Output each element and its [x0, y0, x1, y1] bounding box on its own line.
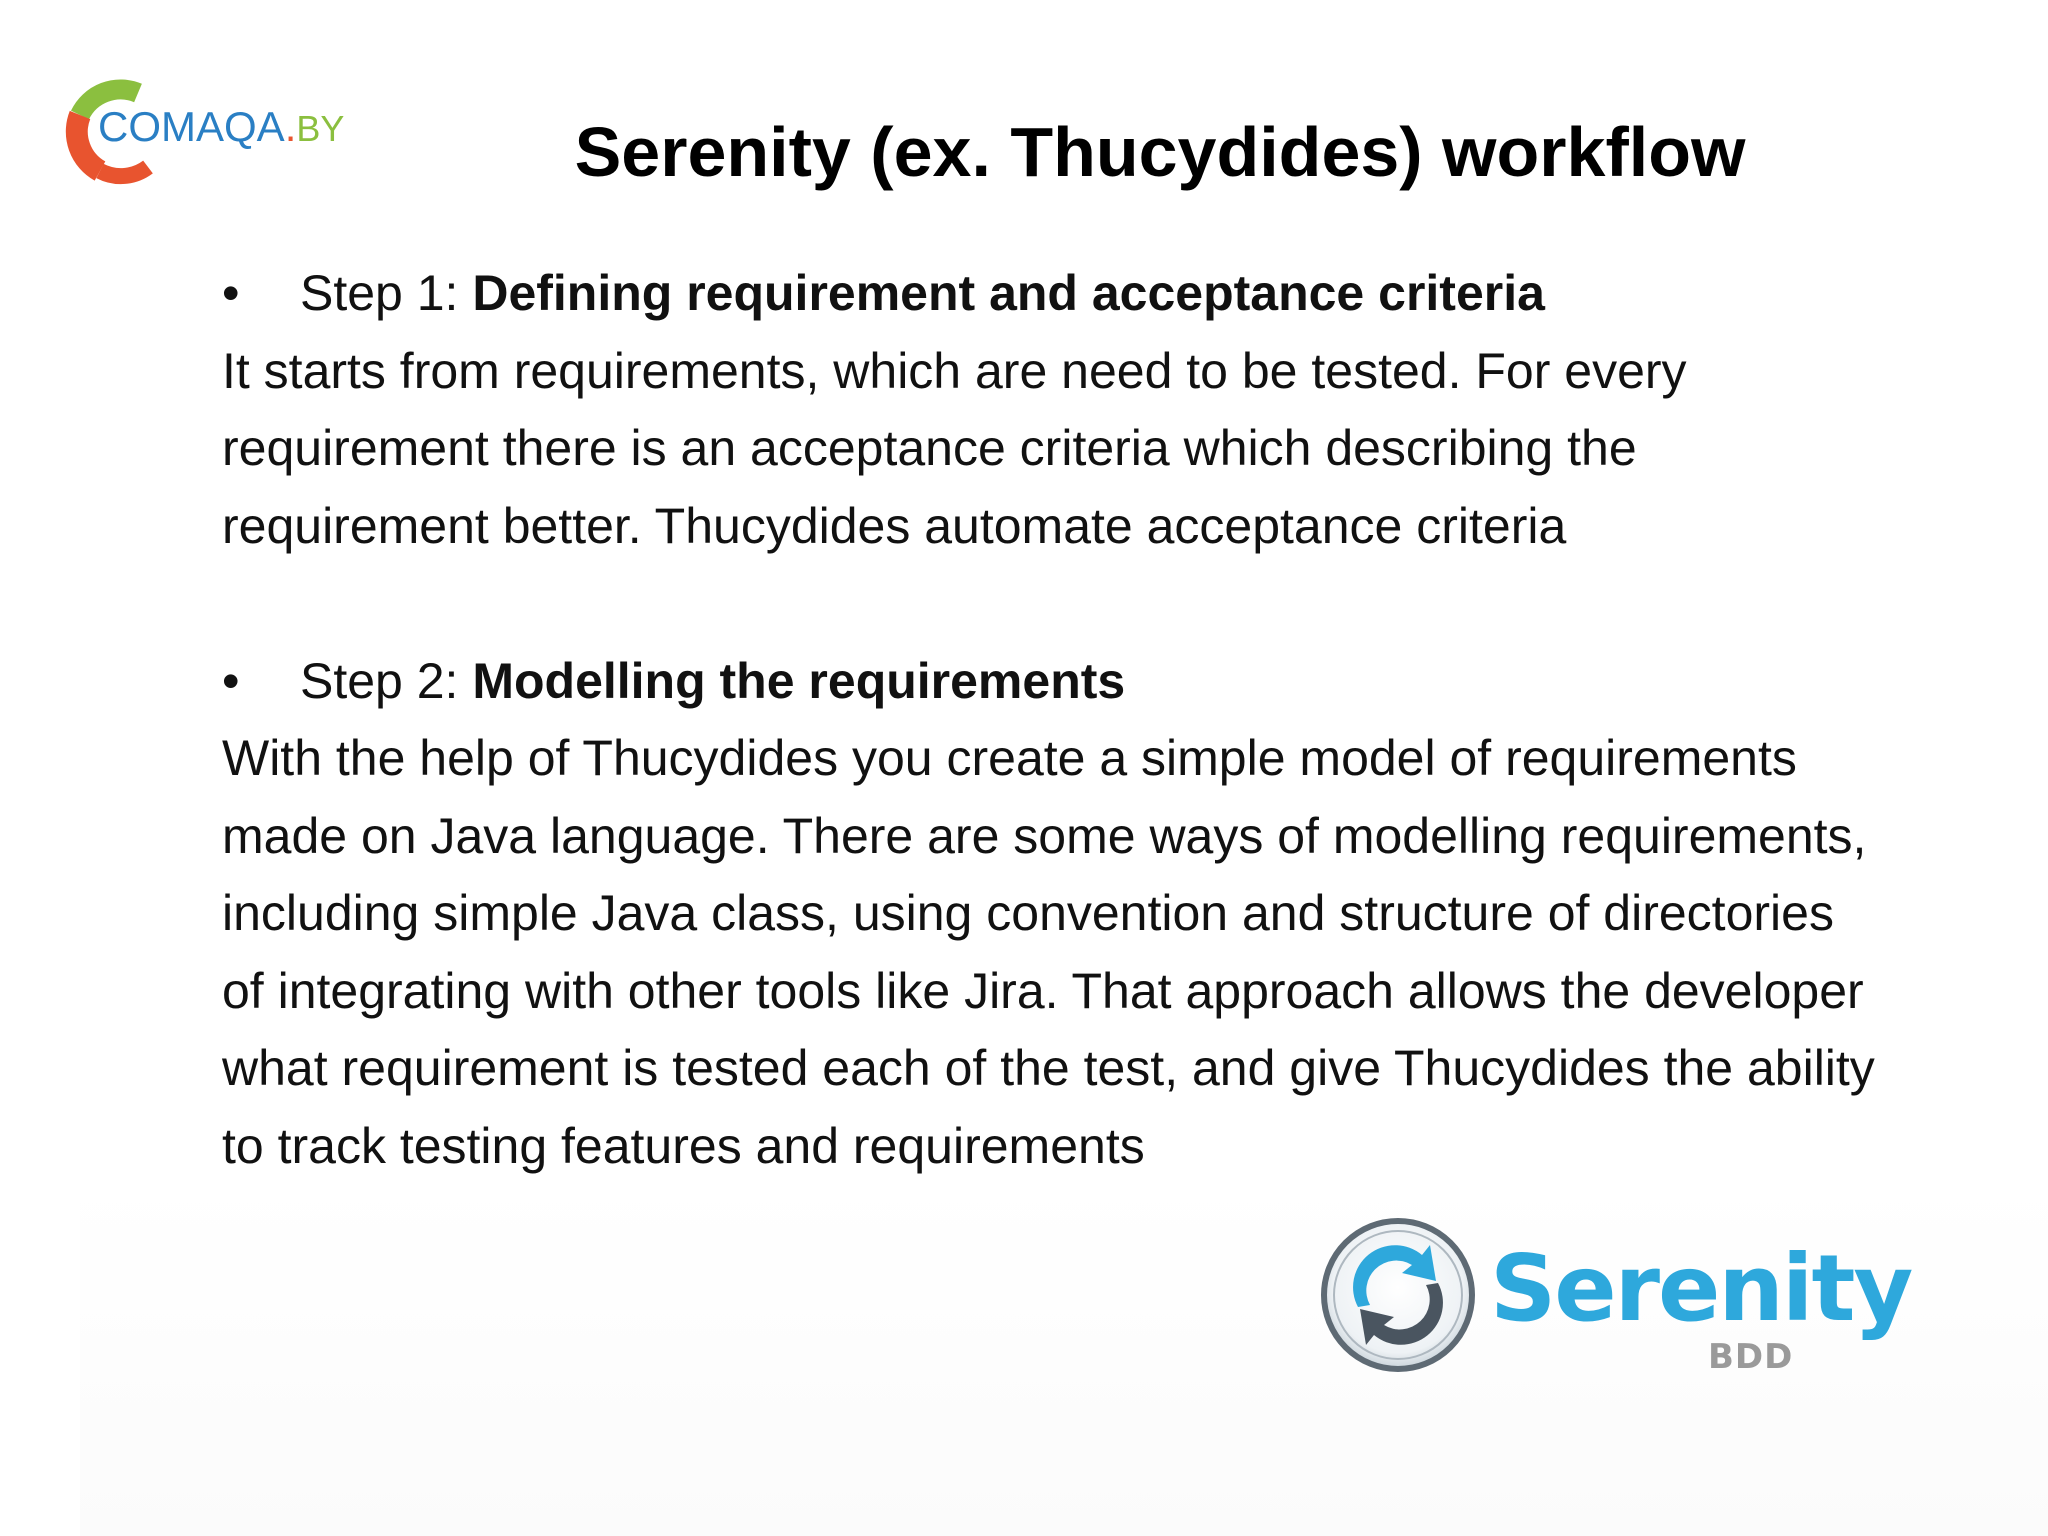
comaqa-tld: BY [296, 108, 345, 149]
step-1-heading: Defining requirement and acceptance criteria [472, 265, 1545, 321]
step-2-heading: Modelling the requirements [472, 652, 1126, 709]
step-2-paragraph [222, 720, 2012, 1185]
step-1-heading-line [222, 255, 2012, 333]
step-1-prefix: Step 1: [300, 265, 473, 321]
step-1-paragraph [222, 333, 2012, 566]
comaqa-wordmark [98, 103, 344, 151]
bullet-icon: • [222, 265, 240, 321]
serenity-swirl-icon [1318, 1215, 1478, 1375]
paragraph-line: With the help of Thucydides you create a simple model of requirements [222, 730, 1797, 786]
serenity-wordmark: Serenity [1490, 1235, 1912, 1342]
serenity-bdd-label: BDD [1708, 1337, 1794, 1377]
comaqa-dot: . [284, 103, 297, 150]
paragraph-line: requirement better. Thucydides automate acceptance criteria [222, 497, 1567, 554]
paragraph-line: It starts from requirements, which are need to be tested. For every [222, 342, 1687, 399]
bullet-icon: • [222, 652, 240, 709]
spacer [222, 565, 2012, 643]
paragraph-line: requirement there is an acceptance criteria which describing the [222, 420, 1637, 476]
step-2-heading-line [222, 643, 2012, 721]
comaqa-name: COMAQA [98, 103, 285, 150]
step-2-prefix: Step 2: [300, 652, 473, 709]
comaqa-logo [60, 75, 380, 185]
serenity-bdd-logo [1318, 1215, 1912, 1385]
slide-content [222, 255, 2012, 1185]
paragraph-line: what requirement is tested each of the test, and give Thucydides the ability [222, 1040, 1875, 1096]
slide-title: Serenity (ex. Thucydides) workflow [574, 113, 1746, 191]
paragraph-line: including simple Java class, using convention and structure of directories [222, 885, 1834, 941]
paragraph-line: made on Java language. There are some ways of modelling requirements, [222, 807, 1867, 864]
paragraph-line: of integrating with other tools like Jira. That approach allows the developer [222, 962, 1864, 1019]
paragraph-line: to track testing features and requirements [222, 1117, 1145, 1174]
